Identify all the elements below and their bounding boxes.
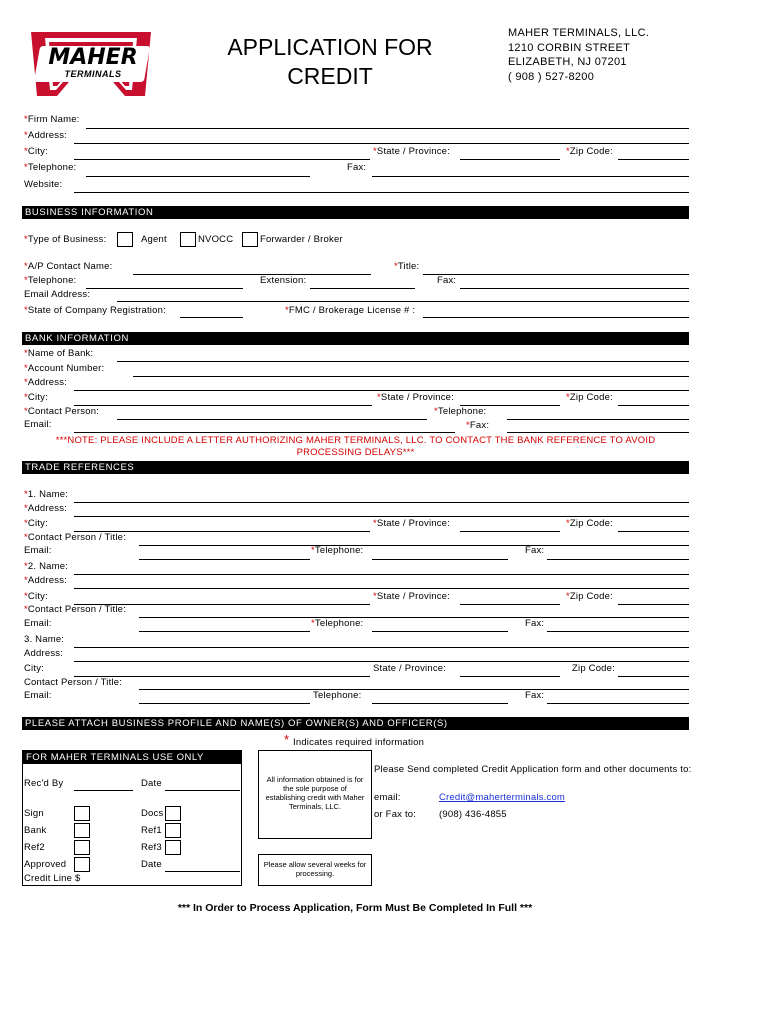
firm-zip-label: *Zip Code: xyxy=(566,146,613,157)
ref2-name-field[interactable] xyxy=(74,574,689,575)
recd-by-field[interactable] xyxy=(74,790,133,791)
approved-label: Approved xyxy=(24,859,67,870)
ref2-fax-label: Fax: xyxy=(525,618,545,629)
bank-contact-field[interactable] xyxy=(117,419,427,420)
approved-date-field[interactable] xyxy=(165,871,240,872)
bank-name-field[interactable] xyxy=(117,361,689,362)
ref2-contact-label: *Contact Person / Title: xyxy=(24,604,126,615)
docs-checkbox[interactable] xyxy=(165,806,181,821)
ref3-zip-field[interactable] xyxy=(618,676,689,677)
ref2-zip-label: *Zip Code: xyxy=(566,591,613,602)
approved-date-label: Date xyxy=(141,859,162,870)
bank-email-field[interactable] xyxy=(74,432,455,433)
ap-contact-field[interactable] xyxy=(133,274,371,275)
ref1-state-field[interactable] xyxy=(460,531,560,532)
trade-references-header: TRADE REFERENCES xyxy=(22,461,689,474)
logo-subtitle: TERMINALS xyxy=(64,69,122,79)
firm-address-field[interactable] xyxy=(74,143,689,144)
company-city: ELIZABETH, NJ 07201 xyxy=(508,56,627,68)
ref2-state-field[interactable] xyxy=(460,604,560,605)
ref1-name-label: *1. Name: xyxy=(24,489,69,500)
required-legend: Indicates required information xyxy=(293,737,425,748)
required-star: * xyxy=(284,732,290,747)
send-instructions: Please Send completed Credit Application form and other documents to: xyxy=(374,764,692,775)
ref3-name-field[interactable] xyxy=(74,647,689,648)
ref2-zip-field[interactable] xyxy=(618,604,689,605)
ref1-checkbox[interactable] xyxy=(165,823,181,838)
state-registration-label: *State of Company Registration: xyxy=(24,305,166,316)
privacy-notice-box xyxy=(258,750,372,839)
ref3-address-label: Address: xyxy=(24,648,64,659)
bank-address-label: *Address: xyxy=(24,377,67,388)
bank-fax-field[interactable] xyxy=(507,432,689,433)
ref1-fax-label: Fax: xyxy=(525,545,545,556)
firm-telephone-label: *Telephone: xyxy=(24,162,77,173)
ref2-email-label: Email: xyxy=(24,618,52,629)
fax-to-number: (908) 436-4855 xyxy=(439,809,507,820)
agent-label: Agent xyxy=(141,234,167,245)
bank-telephone-field[interactable] xyxy=(507,419,689,420)
ref2-city-label: *City: xyxy=(24,591,48,602)
bank-contact-label: *Contact Person: xyxy=(24,406,100,417)
title-line-1: APPLICATION FOR xyxy=(227,34,433,60)
ap-email-label: Email Address: xyxy=(24,289,91,300)
ref1-email-label: Email: xyxy=(24,545,52,556)
credit-line-label: Credit Line $ xyxy=(24,873,81,884)
bank-city-field[interactable] xyxy=(74,405,372,406)
bank-name-label: *Name of Bank: xyxy=(24,348,94,359)
ap-contact-label: *A/P Contact Name: xyxy=(24,261,113,272)
ref2-fax-field[interactable] xyxy=(547,631,689,632)
fmc-license-label: *FMC / Brokerage License # : xyxy=(285,305,416,316)
ref3-zip-label: Zip Code: xyxy=(572,663,615,674)
ref1-state-label: *State / Province: xyxy=(373,518,451,529)
ap-telephone-label: *Telephone: xyxy=(24,275,77,286)
ref1-address-field[interactable] xyxy=(74,516,689,517)
bank-account-field[interactable] xyxy=(133,376,689,377)
bank-state-label: *State / Province: xyxy=(377,392,455,403)
ref1-zip-field[interactable] xyxy=(618,531,689,532)
company-address xyxy=(508,26,649,84)
ap-telephone-field[interactable] xyxy=(86,288,243,289)
company-street: 1210 CORBIN STREET xyxy=(508,41,631,54)
ref3-name-label: 3. Name: xyxy=(24,634,65,645)
nvocc-label: NVOCC xyxy=(198,234,234,245)
ref3-contact-label: Contact Person / Title: xyxy=(24,677,123,688)
agent-checkbox[interactable] xyxy=(117,232,133,247)
bank-telephone-label: *Telephone: xyxy=(434,406,487,417)
ref2-name-label: *2. Name: xyxy=(24,561,69,572)
ref1-check-label: Ref1 xyxy=(141,825,162,836)
ref1-name-field[interactable] xyxy=(74,502,689,503)
ref3-email-field[interactable] xyxy=(139,703,310,704)
firm-telephone-field[interactable] xyxy=(86,176,310,177)
fmc-license-field[interactable] xyxy=(423,317,689,318)
business-type-label: *Type of Business: xyxy=(24,234,107,245)
bank-note: ***NOTE: PLEASE INCLUDE A LETTER AUTHORIZING MAHER TERMINALS, LLC. TO CONTACT THE BANK REFERENCE TO AVOID PROCESSING DELAYS*** xyxy=(55,435,656,458)
bank-zip-label: *Zip Code: xyxy=(566,392,613,403)
ref1-contact-field[interactable] xyxy=(139,545,689,546)
company-phone: ( 908 ) 527-8200 xyxy=(508,70,595,83)
docs-label: Docs xyxy=(141,808,164,819)
firm-website-field[interactable] xyxy=(74,192,689,193)
firm-city-label: *City: xyxy=(24,146,48,157)
ap-extension-label: Extension: xyxy=(260,275,307,286)
ref1-telephone-label: *Telephone: xyxy=(311,545,364,556)
ref2-address-label: *Address: xyxy=(24,575,67,586)
ref3-state-field[interactable] xyxy=(460,676,560,677)
recd-date-field[interactable] xyxy=(165,790,240,791)
bank-email-label: Email: xyxy=(24,419,52,430)
ref1-telephone-field[interactable] xyxy=(372,559,508,560)
ref3-state-label: State / Province: xyxy=(373,663,447,674)
firm-fax-label: Fax: xyxy=(347,162,367,173)
footer-notice: *** In Order to Process Application, Form Must Be Completed In Full *** xyxy=(177,902,533,914)
forwarder-checkbox[interactable] xyxy=(242,232,258,247)
ref1-email-field[interactable] xyxy=(139,559,310,560)
office-use-header: FOR MAHER TERMINALS USE ONLY xyxy=(23,751,241,764)
bank-info-header: BANK INFORMATION xyxy=(22,332,689,345)
ref2-telephone-field[interactable] xyxy=(372,631,508,632)
bank-check-label: Bank xyxy=(24,825,47,836)
email-label: email: xyxy=(374,792,401,803)
ref3-fax-field[interactable] xyxy=(547,703,689,704)
firm-state-label: *State / Province: xyxy=(373,146,451,157)
ref1-city-label: *City: xyxy=(24,518,48,529)
logo-wordmark: MAHER xyxy=(48,45,138,70)
ref2-state-label: *State / Province: xyxy=(373,591,451,602)
ref2-email-field[interactable] xyxy=(139,631,310,632)
title-line-2: CREDIT xyxy=(287,63,373,89)
processing-notice-box xyxy=(258,854,372,886)
sign-label: Sign xyxy=(24,808,44,819)
ref1-fax-field[interactable] xyxy=(547,559,689,560)
page-title xyxy=(200,33,460,91)
bank-address-field[interactable] xyxy=(74,390,689,391)
company-name: MAHER TERMINALS, LLC. xyxy=(508,27,650,39)
ref3-address-field[interactable] xyxy=(74,661,689,662)
ref3-email-label: Email: xyxy=(24,690,52,701)
ref1-zip-label: *Zip Code: xyxy=(566,518,613,529)
business-info-header: BUSINESS INFORMATION xyxy=(22,206,689,219)
nvocc-checkbox[interactable] xyxy=(180,232,196,247)
ap-email-field[interactable] xyxy=(117,301,689,302)
approved-checkbox[interactable] xyxy=(74,857,90,872)
bank-city-label: *City: xyxy=(24,392,48,403)
ap-title-field[interactable] xyxy=(423,274,689,275)
ap-title-label: *Title: xyxy=(394,261,420,272)
privacy-notice-text: All information obtained is for the sole purpose of establishing credit with Maher Terminals, LLC. xyxy=(265,775,365,811)
processing-notice-text: Please allow several weeks for processing. xyxy=(263,860,367,878)
forwarder-label: Forwarder / Broker xyxy=(260,234,343,245)
ap-fax-field[interactable] xyxy=(460,288,689,289)
credit-email-link[interactable]: Credit@maherterminals.com xyxy=(439,792,566,803)
ref1-address-label: *Address: xyxy=(24,503,67,514)
bank-checkbox[interactable] xyxy=(74,823,90,838)
bank-account-label: *Account Number: xyxy=(24,363,105,374)
recd-by-label: Rec'd By xyxy=(24,778,64,789)
ref3-telephone-label: Telephone: xyxy=(313,690,362,701)
recd-date-label: Date xyxy=(141,778,162,789)
ref3-check-label: Ref3 xyxy=(141,842,162,853)
ref2-check-label: Ref2 xyxy=(24,842,45,853)
bank-zip-field[interactable] xyxy=(618,405,689,406)
firm-state-field[interactable] xyxy=(460,159,560,160)
ap-extension-field[interactable] xyxy=(310,288,415,289)
firm-name-field[interactable] xyxy=(86,128,689,129)
ref1-contact-label: *Contact Person / Title: xyxy=(24,532,126,543)
ref3-fax-label: Fax: xyxy=(525,690,545,701)
ref3-city-label: City: xyxy=(24,663,44,674)
firm-city-field[interactable] xyxy=(74,159,370,160)
ref2-address-field[interactable] xyxy=(74,588,689,589)
fax-to-label: or Fax to: xyxy=(374,809,417,820)
firm-zip-field[interactable] xyxy=(618,159,689,160)
firm-website-label: Website: xyxy=(24,179,63,190)
firm-fax-field[interactable] xyxy=(372,176,689,177)
ref3-contact-field[interactable] xyxy=(139,689,689,690)
bank-fax-label: *Fax: xyxy=(466,420,490,431)
ref2-telephone-label: *Telephone: xyxy=(311,618,364,629)
sign-checkbox[interactable] xyxy=(74,806,90,821)
maher-logo xyxy=(31,32,151,96)
ref3-telephone-field[interactable] xyxy=(372,703,508,704)
ref2-checkbox[interactable] xyxy=(74,840,90,855)
ref2-contact-field[interactable] xyxy=(139,617,689,618)
firm-address-label: *Address: xyxy=(24,130,67,141)
firm-name-label: *Firm Name: xyxy=(24,114,80,125)
state-registration-field[interactable] xyxy=(180,317,243,318)
ref3-checkbox[interactable] xyxy=(165,840,181,855)
attach-profile-header: PLEASE ATTACH BUSINESS PROFILE AND NAME(S) OF OWNER(S) AND OFFICER(S) xyxy=(22,717,689,730)
ap-fax-label: Fax: xyxy=(437,275,457,286)
